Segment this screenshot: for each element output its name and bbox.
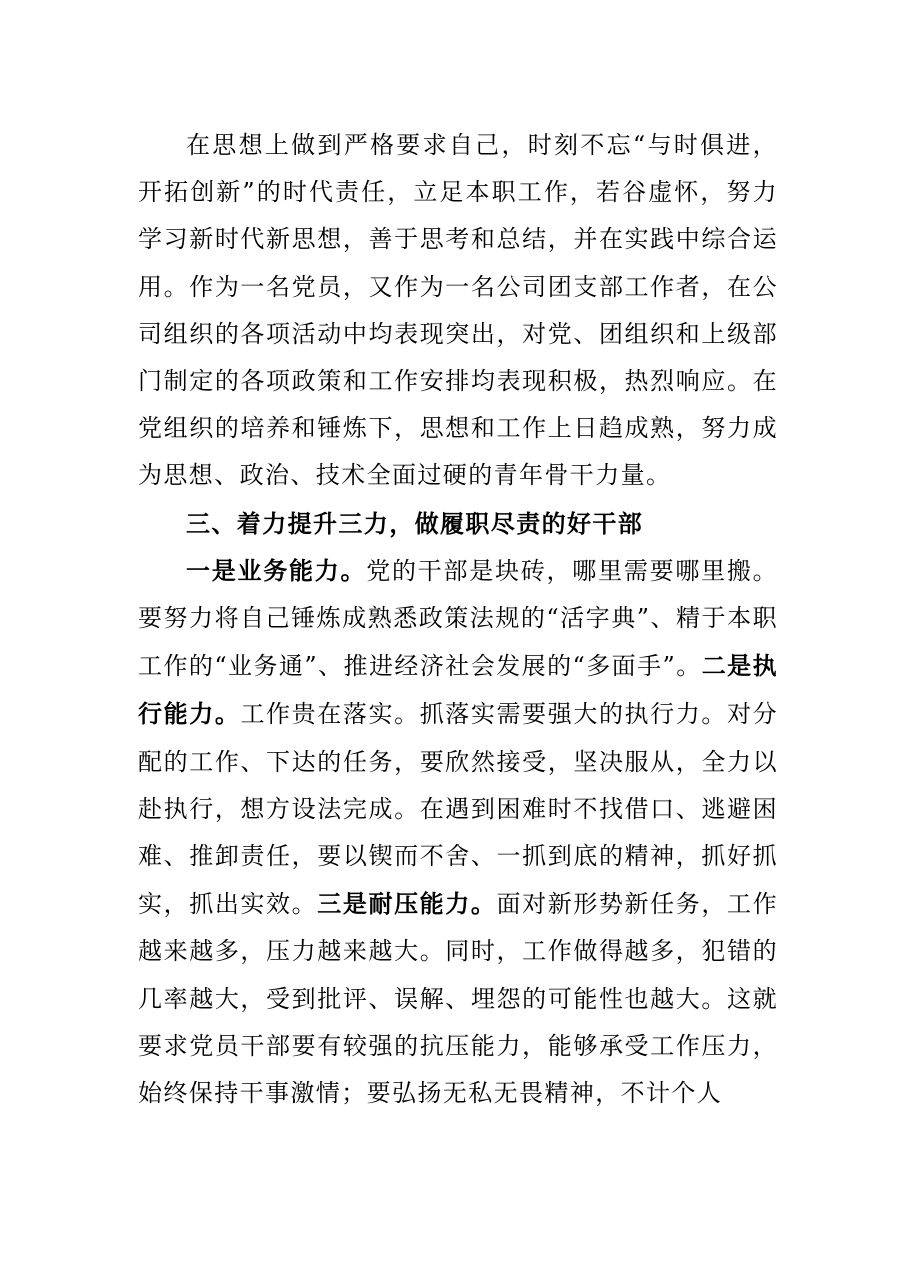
paragraph-ideology: 在思想上做到严格要求自己，时刻不忘“与时俱进，开拓创新”的时代责任，立足本职工作，若谷虚怀，努力学习新时代新思想，善于思考和总结，并在实践中综合运用。作为一名党员，又作为一名公司团支部工作者，在公司组织的各项活动中均表现突出，对党、团组织和上级部门制定的各项政策和工作安排均表现积极，热烈响应。在党组织的培养和锤炼下，思想和工作上日趋成熟，努力成为思想、政治、技术全面过硬的青年骨干力量。 bbox=[138, 131, 778, 490]
lead-business-ability: 一是业务能力。 bbox=[186, 555, 367, 585]
section-heading-three: 三、着力提升三力，做履职尽责的好干部 bbox=[186, 508, 644, 538]
paragraph-three-abilities bbox=[138, 547, 778, 1117]
document-page bbox=[138, 122, 778, 1117]
text-execution-ability: 工作贵在落实。抓落实需要强大的执行力。对分配的工作、下达的任务，要欣然接受，坚决服从，全力以赴执行，想方设法完成。在遇到困难时不找借口、逃避困难、推卸责任，要以锲而不舍、一抓到底的精神，抓好抓实，抓出实效。 bbox=[138, 700, 778, 919]
text-business-ability: 党的干部是块砖，哪里需要哪里搬。要努力将自己锤炼成熟悉政策法规的“活字典”、精于本职工作的“业务通”、推进经济社会发展的“多面手”。 bbox=[138, 556, 778, 681]
lead-execution-ability: 二是执行能力。 bbox=[138, 651, 778, 729]
text-pressure-ability: 面对新形势新任务，工作越来越多，压力越来越大。同时，工作做得越多，犯错的几率越大，受到批评、误解、埋怨的可能性也越大。这就要求党员干部要有较强的抗压能力，能够承受工作压力，始终保持干事激情；要弘扬无私无畏精神，不计个人 bbox=[138, 890, 778, 1108]
lead-pressure-ability: 三是耐压能力。 bbox=[317, 889, 497, 919]
